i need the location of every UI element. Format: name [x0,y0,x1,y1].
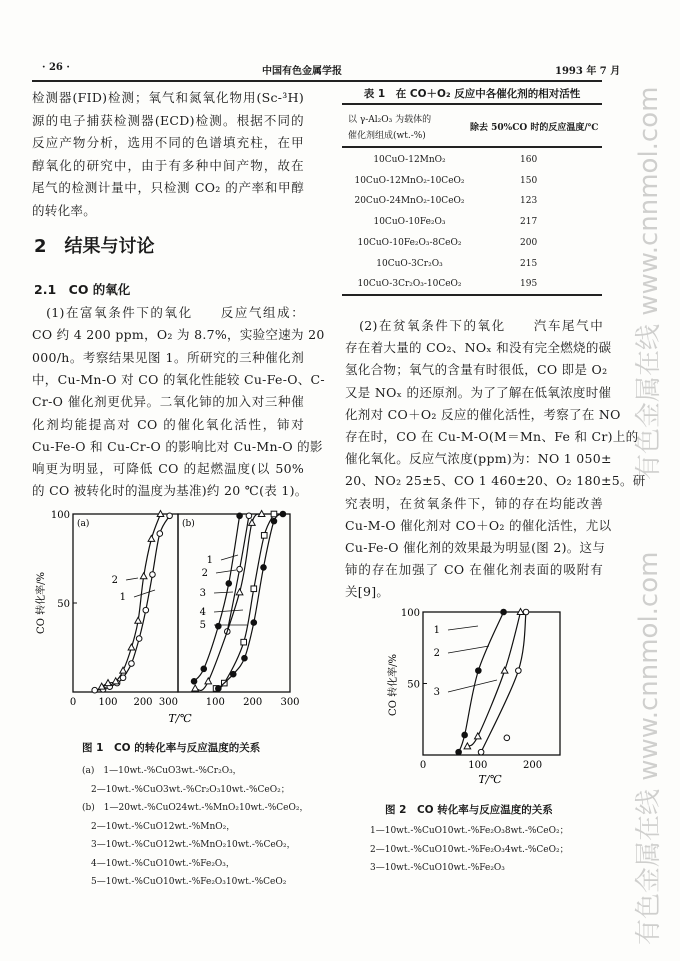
text-line: 响更为明显，可降低 CO 的起燃温度(以 50% [32,461,304,477]
text-line: Cu-Fe-O 和 Cu-Cr-O 的影响比对 Cu-Mn-O 的影 [32,438,323,454]
data-point [501,609,507,615]
series-label: 1 [206,555,213,566]
data-point [237,513,243,519]
watermark-text: 有色金属在线 [634,788,664,945]
series-curve-5 [218,514,283,688]
data-point [246,513,252,519]
data-point [476,668,482,674]
figure-2-caption-title: 图 2 CO 转化率与反应温度的关系 [385,804,553,816]
text-line: 存在时，CO 在 Cu-M-O(M＝Mn、Fe 和 Cr)上的 [345,429,639,444]
data-point [501,667,508,673]
series-leader-line [221,555,238,560]
text-line: 反应产物分析，选用不同的色谱填充柱，在甲 [32,135,304,150]
x-tick-label: 200 [243,697,263,708]
caption-line: 5—10wt.-%CuO10wt.-%Fe₂O₃10wt.-%CeO₂ [82,877,287,887]
data-point [140,573,147,579]
table-header-line: 催化剂组成(wt.-%) [348,131,426,141]
x-tick-label: 0 [69,697,77,708]
text-line: Cr-O 催化剂更优异。二氧化铈的加入对三种催 [32,394,304,410]
text-line: 究表明，在贫氧条件下，铈的存在均能改善 [345,495,603,511]
text-line: 醇氧化的研究中，由于有多种中间产物，故在 [32,157,304,173]
text-line: CO 约 4 200 ppm，O₂ 为 8.7%，实验空速为 20 [32,327,325,343]
series-leader-line [214,592,233,593]
data-point [150,572,156,578]
table-cell-temp: 215 [520,258,538,269]
series-leader-line [134,590,155,597]
caption-line: 3—10wt.-%CuO12wt.-%MnO₂10wt.-%CeO₂， [82,840,296,850]
text-line: 化剂均能提高对 CO 的催化氧化活性，铈对 [32,416,304,432]
series-curve-1 [459,612,504,752]
data-point [478,749,484,755]
data-point [120,675,126,681]
panel-label: (a) [77,519,90,529]
data-point [157,531,163,537]
data-point [251,620,257,626]
data-point [523,609,529,615]
figure-1-caption [82,762,308,892]
series-leader-line [216,570,236,573]
table-header-temp: 除去 50%CO 时的反应温度/℃ [470,123,599,133]
data-point [516,668,522,674]
data-point [236,589,243,595]
series-leader-line [448,646,489,653]
table-header-catalyst [348,112,431,144]
text-line: Cu-M-O 催化剂对 CO＋O₂ 的催化活性，尤以 [345,517,612,533]
series-leader-line [214,610,243,612]
text-line: 中，Cu-Mn-O 对 CO 的氧化性能较 Cu-Fe-O、C- [32,371,325,387]
watermark-text: 有色金属在线 [634,323,664,480]
table-cell-catalyst: 10CuO-10Fe₂O₃-8CeO₂ [357,237,462,248]
text-line: 存在着大量的 CO₂、NOₓ 和没有完全燃烧的碳 [345,340,612,356]
watermark-bottom [628,552,665,945]
table-cell-catalyst: 10CuO-3Cr₂O₃ [376,258,443,269]
text-line: 铈的存在加强了 CO 在催化剂表面的吸附有 [345,562,603,578]
data-point [167,513,173,519]
text-line: 的转化率。 [32,202,97,218]
caption-line: (b) 1—20wt.-%CuO24wt.-%MnO₂10wt.-%CeO₂， [82,803,309,813]
data-point [205,678,212,684]
text-line: 催化氧化。反应气浓度(ppm)为：NO 1 050± [345,451,612,467]
caption-line: 2—10wt.-%CuO12wt.-%MnO₂， [82,821,236,832]
table-cell-temp: 123 [520,196,538,207]
series-label: 2 [111,575,118,586]
table-cell-temp: 195 [520,279,538,290]
y-tick-label: 100 [400,608,420,619]
y-tick-label: 50 [57,599,70,610]
x-tick-label: 100 [98,697,118,708]
data-point [271,511,277,517]
series-label: 2 [433,648,440,659]
y-axis-label: CO 转化率/% [36,572,47,634]
x-axis-label: T/℃ [478,773,502,786]
text-line: 检测器(FID)检测；氧气和氮氧化物用(Sc-³H) [32,90,304,105]
data-point [280,511,286,517]
table-cell-catalyst: 10CuO-12MnO₂-10CeO₂ [354,175,465,186]
text-line: Cu-Fe-O 催化剂的效果最为明显(图 2)。这与 [345,540,606,555]
table-cell-catalyst: 10CuO-12MnO₂ [373,155,446,165]
table-cell-catalyst: 10CuO-3Cr₂O₃-10CeO₂ [357,279,462,290]
table-cell-temp: 200 [520,237,538,248]
data-point [143,607,149,613]
table-cell-temp: 160 [520,155,538,165]
text-line: (2)在贫氧条件下的氧化 汽车尾气中 [345,318,603,333]
x-tick-label: 100 [468,760,488,771]
text-line: 又是 NOₓ 的还原剂。为了了解在低氧浓度时催 [345,384,612,400]
table-bottom-rule [342,294,602,296]
table-cell-catalyst: 20CuO-24MnO₂-10CeO₂ [354,196,465,207]
text-line: 化剂对 CO＋O₂ 反应的催化活性，考察了在 NO [345,406,621,422]
x-axis-label: T/℃ [168,712,192,725]
table-cell-temp: 217 [520,217,538,228]
page-number: · 26 · [42,62,70,73]
data-point [120,667,127,673]
text-line: 关[9]。 [345,584,390,600]
data-point [230,671,236,677]
y-tick-label: 50 [407,679,420,691]
data-point [251,586,257,592]
journal-title: 中国有色金属学报 [262,66,342,77]
data-point [249,519,256,525]
series-label: 2 [201,568,208,579]
watermark-top [628,87,665,480]
data-point [226,581,232,587]
data-point [135,617,142,623]
subsection-heading: 2.1 CO 的氧化 [34,282,131,297]
watermark-url: www.cnnmol.com [634,551,664,781]
header-rule [32,80,602,82]
data-point [216,686,222,692]
text-line: 氢化合物；氧气的含量有时很低，CO 即是 O₂ [345,362,608,378]
text-line: 的 CO 被转化时的温度为基准)约 20 ℃(表 1)。 [32,483,308,499]
text-line: 源的电子捕获检测器(ECD)检测。根据不同的 [32,112,304,128]
table-title: 表 1 在 CO＋O₂ 反应中各催化剂的相对活性 [363,88,581,100]
text-line: 尾气的检测计量中，只检测 CO₂ 的产率和甲醇 [32,180,304,195]
data-point [242,655,248,661]
table-cell-catalyst: 10CuO-10Fe₂O₃ [373,217,446,228]
data-point [216,623,222,629]
caption-line: 1—10wt.-%CuO10wt.-%Fe₂O₃8wt.-%CeO₂； [370,826,569,836]
series-label: 5 [199,620,206,631]
data-point [271,518,277,524]
x-tick-label: 200 [133,697,153,708]
figure-1-chart [30,500,310,730]
table-cell-temp: 150 [520,175,538,186]
series-label: 3 [199,588,206,599]
table-header-rule [342,146,602,148]
plot-frame [423,612,560,755]
panel-label: (b) [182,519,195,529]
x-tick-label: 300 [158,697,178,708]
data-point [136,636,142,642]
series-leader-line [448,626,478,630]
data-point [261,533,267,539]
data-point [504,735,510,741]
data-point [237,566,243,572]
issue-date: 1993 年 7 月 [555,66,621,77]
data-point [148,535,155,541]
data-point [475,733,482,739]
data-point [128,644,135,650]
data-point [92,687,98,693]
figure-1-caption-title: 图 1 CO 的转化率与反应温度的关系 [82,742,261,754]
data-point [192,685,199,691]
y-axis-label: CO 转化率/% [388,654,399,716]
series-label: 1 [433,625,440,636]
text-line: (1)在富氧条件下的氧化 反应气组成： [32,305,304,320]
caption-line: 3—10wt.-%CuO10wt.-%Fe₂O₃ [370,863,505,873]
x-tick-label: 300 [280,697,300,708]
data-point [129,661,135,667]
text-line: 20、NO₂ 25±5、CO 1 460±20、O₂ 180±5。研 [345,473,646,489]
table-header-line: 以 γ-Al₂O₃ 为载体的 [348,115,432,125]
caption-line: (a) 1—10wt.-%CuO3wt.-%Cr₂O₃， [82,766,242,776]
caption-line: 2—10wt.-%CuO10wt.-%Fe₂O₃4wt.-%CeO₂； [370,844,569,855]
data-point [191,679,197,685]
data-point [456,749,462,755]
watermark-url: www.cnnmol.com [634,86,664,316]
y-tick-label: 100 [50,510,70,521]
x-tick-label: 0 [419,760,427,771]
series-leader-line [448,680,497,692]
section-heading: 2 结果与讨论 [34,236,155,257]
caption-line: 2—10wt.-%CuO3wt.-%Cr₂O₃10wt.-%CeO₂； [82,784,290,795]
series-label: 1 [119,592,126,603]
data-point [241,639,247,645]
table-top-rule [342,103,602,105]
series-label: 4 [199,607,206,618]
text-line: 000/h。考察结果见图 1。所研究的三种催化剂 [32,349,304,365]
data-point [201,666,207,672]
figure-2-caption [370,822,569,878]
data-point [261,565,267,571]
x-tick-label: 200 [523,760,543,771]
series-label: 3 [433,687,440,698]
x-tick-label: 100 [205,697,225,708]
figure-2-chart [380,600,580,790]
data-point [462,732,468,738]
caption-line: 4—10wt.-%CuO10wt.-%Fe₂O₃， [82,858,235,869]
series-leader-line [126,578,138,580]
